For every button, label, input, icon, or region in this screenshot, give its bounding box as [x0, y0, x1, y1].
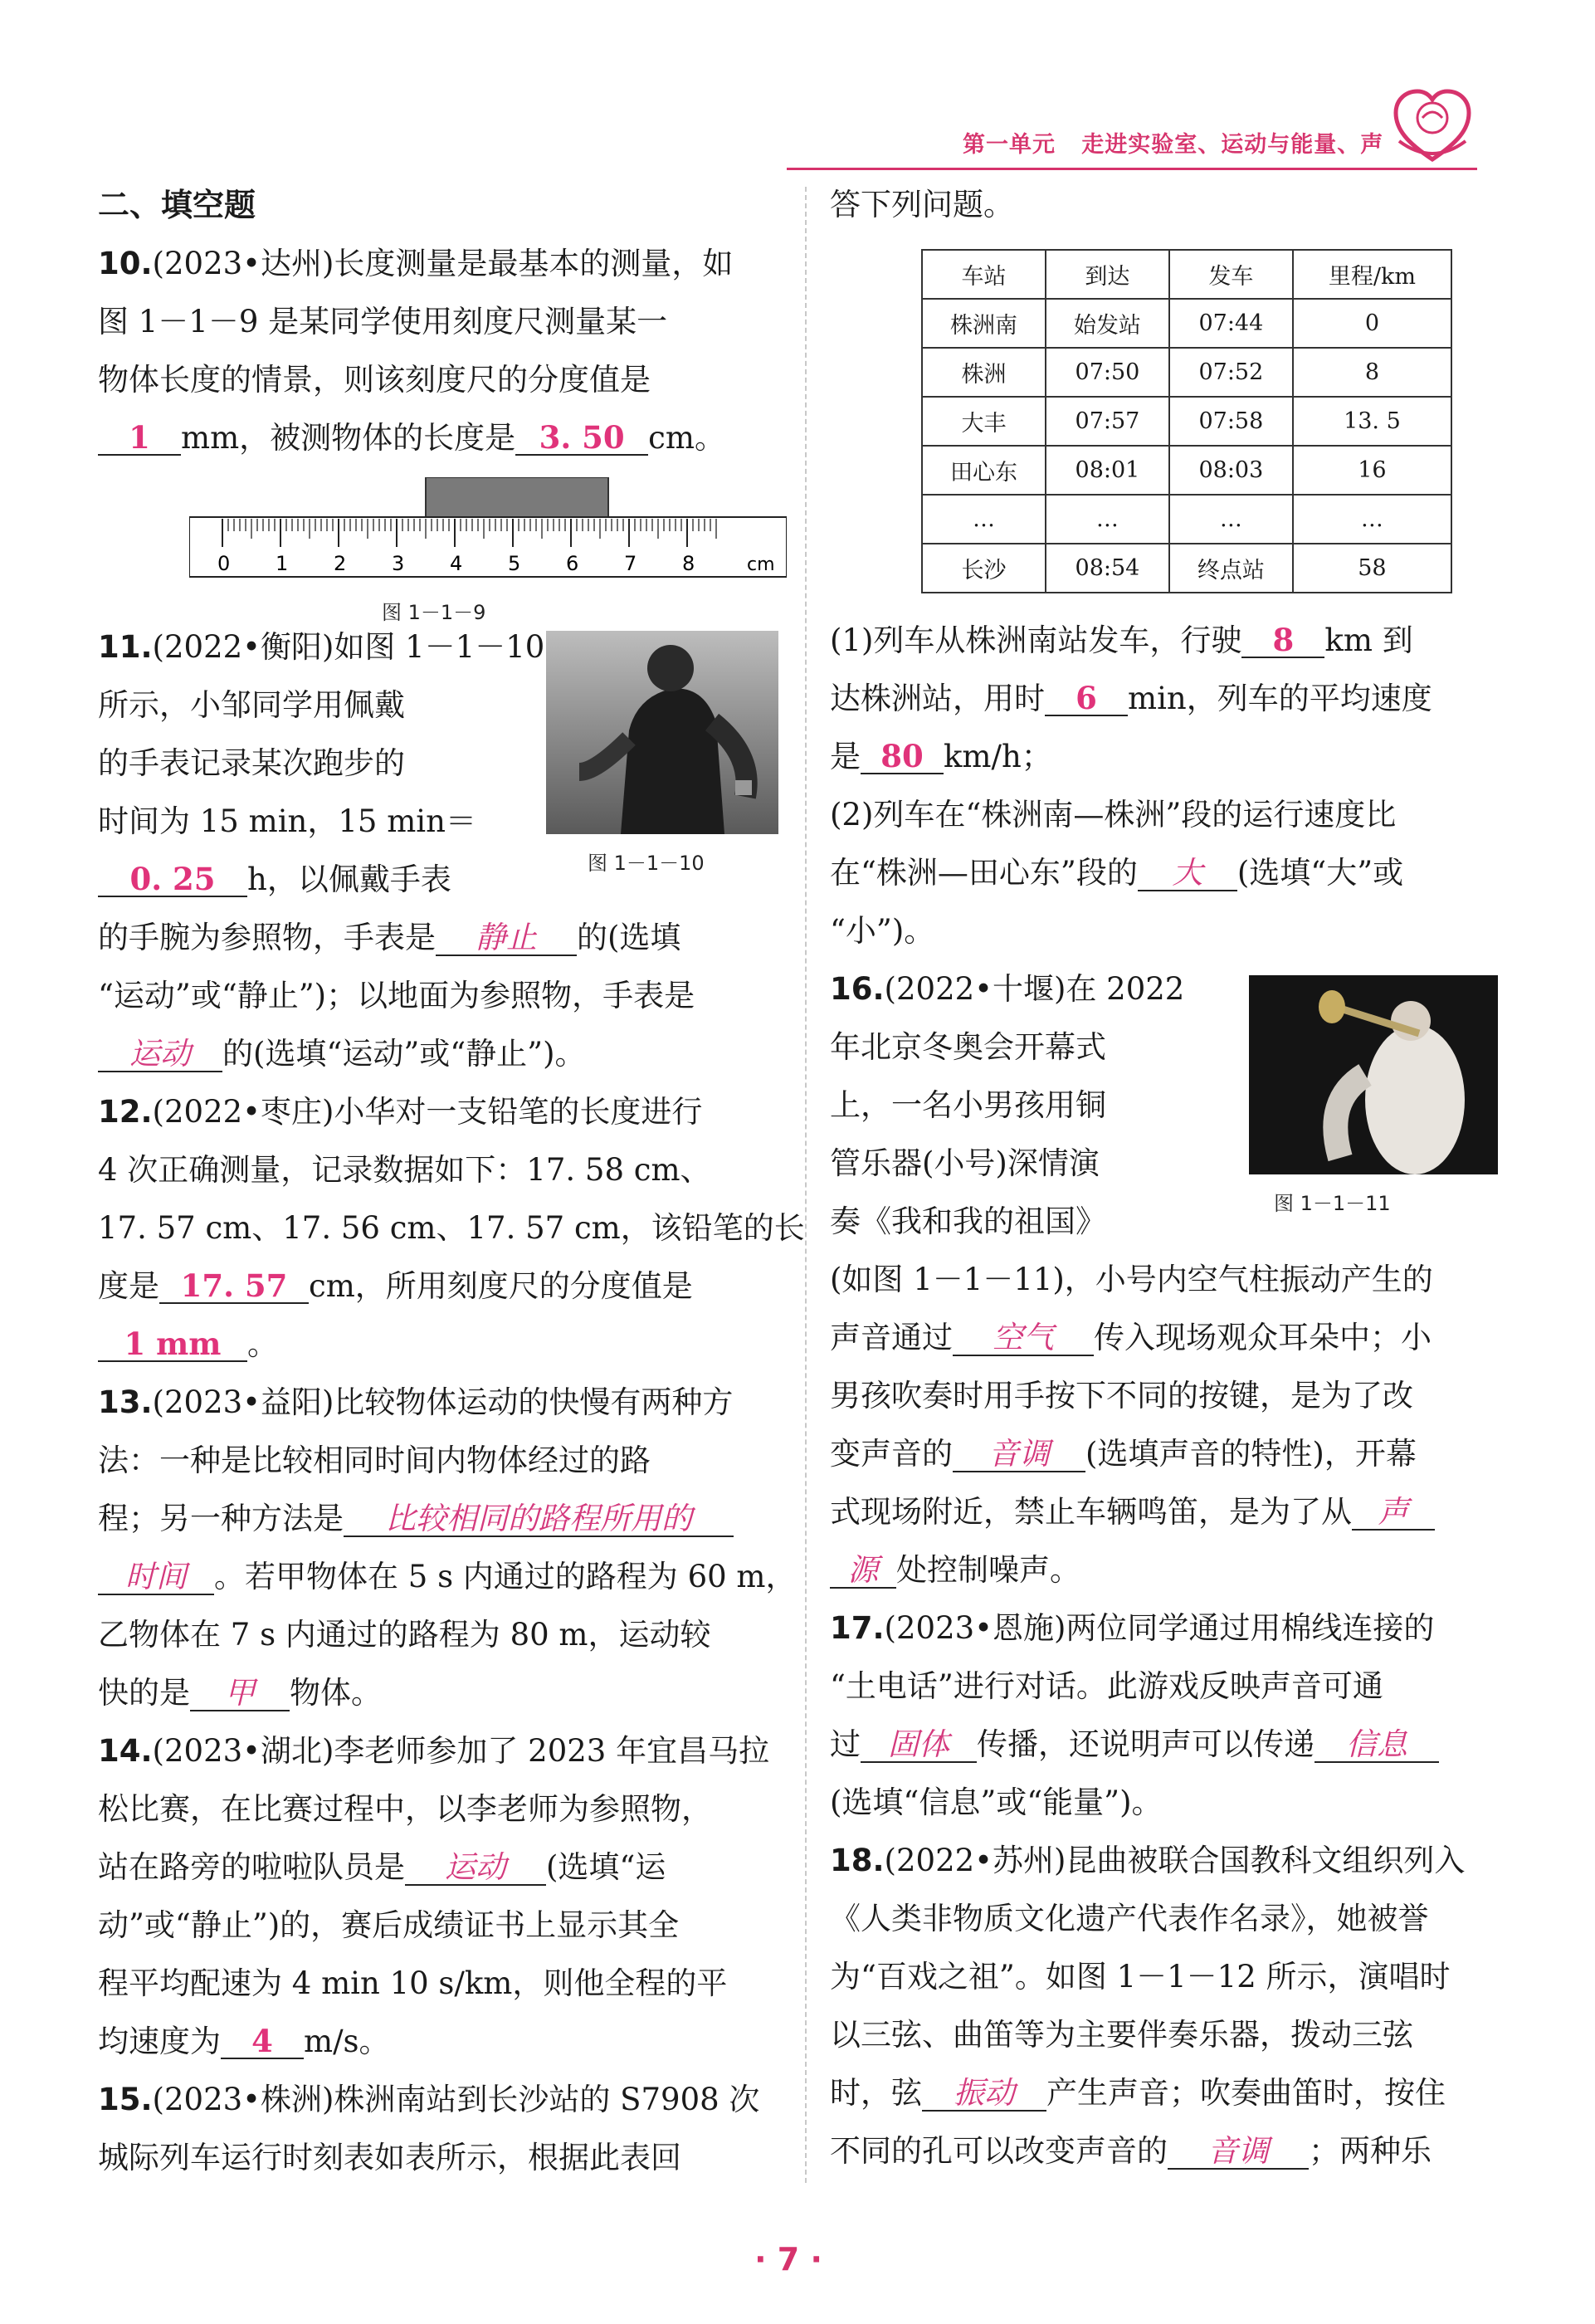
q13-line1: 13.(2023•益阳)比较物体运动的快慢有两种方 [98, 1384, 734, 1420]
q11-answer1: 0. 25 [98, 862, 247, 897]
q11-answer3: 运动 [98, 1038, 222, 1072]
table-row [922, 544, 1451, 593]
table-cell: 株洲南 [922, 299, 1046, 348]
q18-line1: 18.(2022•苏州)昆曲被联合国教科文组织列入 [830, 1843, 1466, 1878]
table-cell: 田心东 [922, 446, 1046, 495]
table-cell: 终点站 [1169, 544, 1293, 593]
table-cell: 07:50 [1046, 348, 1169, 397]
q16-line11: 源 处控制噪声。 [830, 1552, 1080, 1589]
q13-answer1b: 时间 [98, 1560, 214, 1595]
q16-line1: 16.(2022•十堰)在 2022 [830, 971, 1185, 1007]
table-cell: 8 [1293, 348, 1451, 397]
trumpet-boy-photo [1249, 975, 1498, 1174]
table-header: 车站 [922, 250, 1046, 299]
q13-line2: 法：一种是比较相同时间内物体经过的路 [98, 1443, 651, 1478]
q17-answer2: 信息 [1315, 1728, 1439, 1763]
q11-answer2: 静止 [436, 921, 577, 956]
q15-part1-line1: (1)列车从株洲南站发车，行驶 8 km 到 [830, 622, 1413, 658]
table-header: 里程/km [1293, 250, 1451, 299]
q10-answer1: 1 [98, 421, 181, 456]
ruler-unit: cm [747, 554, 775, 575]
q15-part1-line2: 达株洲站，用时 6 min，列车的平均速度 [830, 680, 1432, 716]
ruler-tick-label: 1 [276, 552, 289, 575]
q12-line5: 1 mm 。 [98, 1326, 278, 1363]
table-cell: … [922, 495, 1046, 544]
q10-line4: 1 mm，被测物体的长度是 3. 50 cm。 [98, 420, 725, 456]
q18-line2: 《人类非物质文化遗产代表作名录》，她被誉 [830, 1901, 1429, 1936]
q16-answer3b: 源 [830, 1554, 896, 1589]
fig9-caption: 图 1－1－9 [382, 601, 486, 624]
unit-label: 第一单元 [963, 132, 1056, 158]
q16-line7: 声音通过 空气 传入现场观众耳朵中；小 [830, 1320, 1432, 1355]
measured-object [426, 477, 608, 517]
table-cell: 07:58 [1169, 397, 1293, 446]
q16-line10: 式现场附近，禁止车辆鸣笛，是为了从 声 [830, 1494, 1435, 1531]
unit-header [963, 126, 1383, 159]
q14-line3: 站在路旁的啦啦队员是 运动 (选填“运 [98, 1849, 666, 1885]
table-cell: 13. 5 [1293, 397, 1451, 446]
table-row [922, 348, 1451, 397]
q14-line5: 程平均配速为 4 min 10 s/km，则他全程的平 [98, 1965, 728, 2001]
q16-line3: 上，一名小男孩用铜 [830, 1087, 1106, 1123]
table-row [922, 446, 1451, 495]
q15-line2: 城际列车运行时刻表如表所示，根据此表回 [98, 2140, 681, 2175]
q14-answer2: 4 [221, 2024, 304, 2059]
q11-line2: 所示，小邹同学用佩戴 [98, 687, 405, 723]
q16-line4: 管乐器(小号)深情演 [830, 1145, 1100, 1181]
fig10-caption: 图 1－1－10 [588, 852, 705, 875]
table-cell: 08:01 [1046, 446, 1169, 495]
table-row [922, 495, 1451, 544]
q14-line6: 均速度为 4 m/s。 [98, 2023, 390, 2059]
q18-line6: 不同的孔可以改变声音的 音调 ；两种乐 [830, 2133, 1432, 2169]
q18-line4: 以三弦、曲笛等为主要伴奏乐器，拨动三弦 [830, 2017, 1413, 2053]
q11-line7: “运动”或“静止”)；以地面为参照物，手表是 [98, 978, 695, 1013]
q15-answer2: 6 [1045, 681, 1128, 716]
q14-line2: 松比赛，在比赛过程中，以李老师为参照物， [98, 1791, 712, 1827]
q18-line5: 时，弦 振动 产生声音；吹奏曲笛时，按住 [830, 2075, 1446, 2111]
q18-answer1: 振动 [922, 2077, 1046, 2112]
q16-answer1: 空气 [953, 1321, 1094, 1356]
q11-line5: 0. 25 h，以佩戴手表 [98, 862, 451, 898]
q15-answer3: 80 [861, 740, 944, 774]
table-cell: … [1293, 495, 1451, 544]
q17-line4: (选填“信息”或“能量”)。 [830, 1784, 1163, 1820]
heart-logo-icon [1391, 83, 1474, 166]
q15-answer1: 8 [1241, 623, 1324, 658]
table-header: 发车 [1169, 250, 1293, 299]
q15-part2-line2: 在“株洲—田心东”段的 大 (选填“大”或 [830, 855, 1404, 891]
table-cell: 08:03 [1169, 446, 1293, 495]
table-cell: 株洲 [922, 348, 1046, 397]
ruler-tick-label: 8 [682, 552, 695, 575]
q14-line4: 动”或“静止”)的，赛后成绩证书上显示其全 [98, 1907, 680, 1943]
q11-line4: 时间为 15 min，15 min＝ [98, 803, 476, 839]
q12-answer2: 1 mm [98, 1327, 247, 1362]
q15-line3: 答下列问题。 [830, 187, 1014, 222]
table-cell: … [1046, 495, 1169, 544]
column-divider [805, 187, 807, 2183]
q16-answer2: 音调 [953, 1438, 1085, 1472]
q17-line3: 过 固体 传播，还说明声可以传递 信息 [830, 1726, 1439, 1763]
q12-line3: 17. 57 cm、17. 56 cm、17. 57 cm，该铅笔的长 [98, 1210, 805, 1246]
q11-line1: 11.(2022•衡阳)如图 1－1－10 [98, 629, 545, 665]
table-cell: 始发站 [1046, 299, 1169, 348]
table-cell: 大丰 [922, 397, 1046, 446]
ruler-tick-label: 6 [566, 552, 579, 575]
q16-line5: 奏《我和我的祖国》 [830, 1204, 1106, 1239]
q11-line8: 运动 的(选填“运动”或“静止”)。 [98, 1036, 586, 1072]
train-timetable [921, 249, 1452, 593]
q16-line6: (如图 1－1－11)，小号内空气柱振动产生的 [830, 1262, 1433, 1297]
q13-answer2: 甲 [190, 1677, 290, 1711]
page-number: · 7 · [754, 2241, 822, 2278]
q10-line2: 图 1－1－9 是某同学使用刻度尺测量某一 [98, 304, 668, 339]
q15-part1-line3: 是 80 km/h； [830, 738, 1052, 774]
q13-line4: 时间 。若甲物体在 5 s 内通过的路程为 60 m， [98, 1559, 797, 1595]
ruler-tick-label: 5 [508, 552, 521, 575]
q17-line1: 17.(2023•恩施)两位同学通过用棉线连接的 [830, 1610, 1435, 1646]
q18-line3: 为“百戏之祖”。如图 1－1－12 所示，演唱时 [830, 1959, 1451, 1994]
q18-answer2: 音调 [1168, 2135, 1309, 2170]
ruler-tick-label: 0 [217, 552, 231, 575]
table-header-row [922, 250, 1451, 299]
table-cell: 07:44 [1169, 299, 1293, 348]
table-cell: 16 [1293, 446, 1451, 495]
runner-photo [546, 631, 778, 834]
q12-line1: 12.(2022•枣庄)小华对一支铅笔的长度进行 [98, 1094, 703, 1130]
q15-part2-line3: “小”)。 [830, 913, 935, 949]
q15-part2-line1: (2)列车在“株洲南—株洲”段的运行速度比 [830, 797, 1397, 832]
q13-line6: 快的是 甲 物体。 [98, 1675, 382, 1711]
q12-answer1: 17. 57 [159, 1269, 309, 1304]
q14-answer1: 运动 [405, 1851, 546, 1886]
q10-line3: 物体长度的情景，则该刻度尺的分度值是 [98, 362, 651, 398]
table-cell: 07:52 [1169, 348, 1293, 397]
q13-answer1a: 比较相同的路程所用的 [344, 1502, 734, 1537]
q16-line8: 男孩吹奏时用手按下不同的按键，是为了改 [830, 1378, 1413, 1413]
header-rule [787, 168, 1477, 170]
ruler-tick-label: 2 [334, 552, 347, 575]
table-header: 到达 [1046, 250, 1169, 299]
table-cell: 08:54 [1046, 544, 1169, 593]
q11-line3: 的手表记录某次跑步的 [98, 745, 405, 781]
table-row [922, 299, 1451, 348]
table-cell: 58 [1293, 544, 1451, 593]
q11-line6: 的手腕为参照物，手表是 静止 的(选填 [98, 920, 681, 955]
table-cell: … [1169, 495, 1293, 544]
q13-line3: 程；另一种方法是 比较相同的路程所用的 [98, 1501, 734, 1537]
unit-topic: 走进实验室、运动与能量、声 [1081, 132, 1384, 158]
ruler-figure [189, 477, 787, 585]
q12-line4: 度是 17. 57 cm，所用刻度尺的分度值是 [98, 1267, 693, 1304]
table-cell: 长沙 [922, 544, 1046, 593]
q16-answer3a: 声 [1352, 1496, 1435, 1531]
q15-line1: 15.(2023•株洲)株洲南站到长沙站的 S7908 次 [98, 2082, 760, 2117]
table-cell: 07:57 [1046, 397, 1169, 446]
q14-line1: 14.(2023•湖北)李老师参加了 2023 年宜昌马拉 [98, 1733, 770, 1769]
q17-answer1: 固体 [861, 1728, 977, 1763]
q16-line9: 变声音的 音调 (选填声音的特性)，开幕 [830, 1436, 1417, 1472]
ruler-tick-label: 3 [392, 552, 405, 575]
table-row [922, 397, 1451, 446]
q15-answer4: 大 [1138, 857, 1237, 891]
q12-line2: 4 次正确测量，记录数据如下：17. 58 cm、 [98, 1152, 711, 1188]
table-cell: 0 [1293, 299, 1451, 348]
q16-line2: 年北京冬奥会开幕式 [830, 1029, 1106, 1065]
section-title: 二、填空题 [98, 187, 256, 223]
ruler-tick-label: 4 [450, 552, 463, 575]
q10-line1: 10.(2023•达州)长度测量是最基本的测量，如 [98, 246, 734, 281]
fig11-caption: 图 1－1－11 [1274, 1192, 1391, 1215]
q13-line5: 乙物体在 7 s 内通过的路程为 80 m，运动较 [98, 1617, 711, 1653]
q17-line2: “土电话”进行对话。此游戏反映声音可通 [830, 1668, 1383, 1704]
q10-answer2: 3. 50 [515, 421, 648, 456]
ruler-tick-label: 7 [624, 552, 637, 575]
